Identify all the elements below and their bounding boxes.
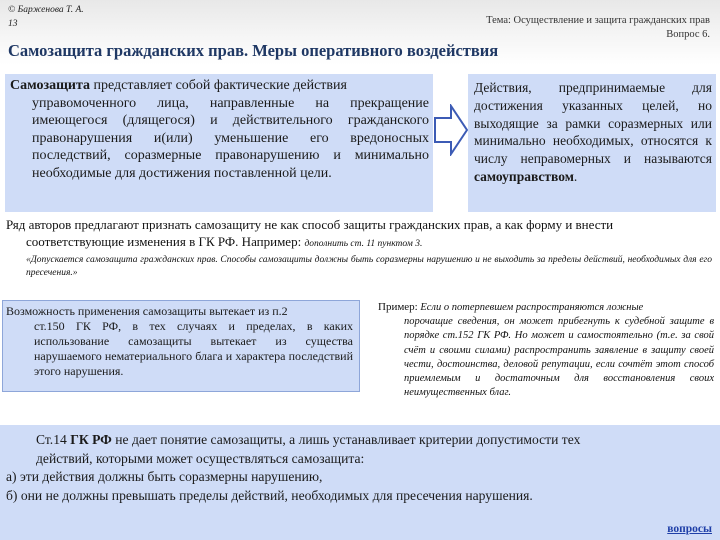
possibility-text: ст.150 ГК РФ, в тех случаях и пределах, в каких использование самозащиты вытекает из существа нарушаемого нематериального блага и характера последствий этого нарушения. <box>34 319 353 378</box>
slide-header-topic <box>430 14 710 42</box>
article14-line1 <box>6 431 712 450</box>
criterion-a: а) эти действия должны быть соразмерны нарушению, <box>6 469 323 484</box>
proposed-quote: «Допускается самозащита гражданских прав. Способы самозащиты должны быть соразмерны нарушению и не выходить за пределы действий, необходимых для его пресечения.» <box>26 255 712 278</box>
possibility-first-line: Возможность применения самозащиты вытекает из п.2 <box>6 304 288 318</box>
example-block <box>378 300 714 400</box>
overreach-box <box>468 74 716 212</box>
opinion-line2 <box>6 233 712 253</box>
definition-text: управомоченного лица, направленные на прекращение имеющегося (длящегося) и действительного гражданского правонарушения и(или) уменьшение его вредоносных последствий, соразмерные правонарушению и минимально необходимые для достижения поставленной цели. <box>32 95 429 181</box>
questions-link[interactable]: вопросы <box>667 523 712 535</box>
article14-line1-text: не дает понятие самозащиты, а лишь устанавливает критерии допустимости тех <box>111 432 581 447</box>
slide-number: 13 <box>8 19 18 29</box>
article14-box <box>0 425 720 540</box>
example-first-line: Если о потерпевшем распространяются ложные <box>417 302 644 313</box>
opinion-line2-italic: дополнить ст. 11 пунктом 3. <box>304 239 423 249</box>
page-title: Самозащита гражданских прав. Меры оперативного воздействия <box>8 41 499 60</box>
right-arrow-icon <box>434 104 468 156</box>
slide-header-author <box>8 3 84 31</box>
article14-prefix: Ст.14 <box>36 432 71 447</box>
example-label: Пример: <box>378 301 418 313</box>
possibility-box <box>2 300 360 392</box>
criterion-b: б) они не должны превышать пределы действий, необходимых для пресечения нарушения. <box>6 487 533 503</box>
article14-line2: действий, которыми может осуществляться самозащита: <box>36 450 365 466</box>
example-text: порочащие сведения, он может прибегнуть к судебной защите в порядке ст.152 ГК РФ. Но может и самостоятельно (т.е. за свой счёт и своими силами) распространить заявление в защиту своей чести, достоинства, деловой репутации, если сочтёт этот способ приемлемым и достаточным для восстановления своих неимущественных благ. <box>404 316 714 399</box>
definition-term: Самозащита <box>10 78 91 93</box>
question-number: Вопрос 6. <box>666 29 710 40</box>
authors-opinion <box>0 213 720 291</box>
topic-line: Тема: Осуществление и защита гражданских прав <box>486 15 710 26</box>
opinion-line1: Ряд авторов предлагают признать самозащиту не как способ защиты гражданских прав, а как форму и внести <box>6 217 614 232</box>
author-copyright: © Барженова Т. А. <box>8 5 84 15</box>
overreach-text: Действия, предпринимаемые для достижения указанных целей, но выходящие за рамки соразмерных или минимально необходимых, относятся к числу неправомерных и называются <box>474 80 712 167</box>
overreach-end: . <box>573 168 578 184</box>
opinion-line2-text: соответствующие изменения в ГК РФ. Например: <box>26 234 305 249</box>
article14-code: ГК РФ <box>70 432 112 447</box>
overreach-term: самоуправством <box>474 168 574 184</box>
definition-first-line: представляет собой фактические действия <box>90 78 347 93</box>
definition-box <box>5 74 433 212</box>
